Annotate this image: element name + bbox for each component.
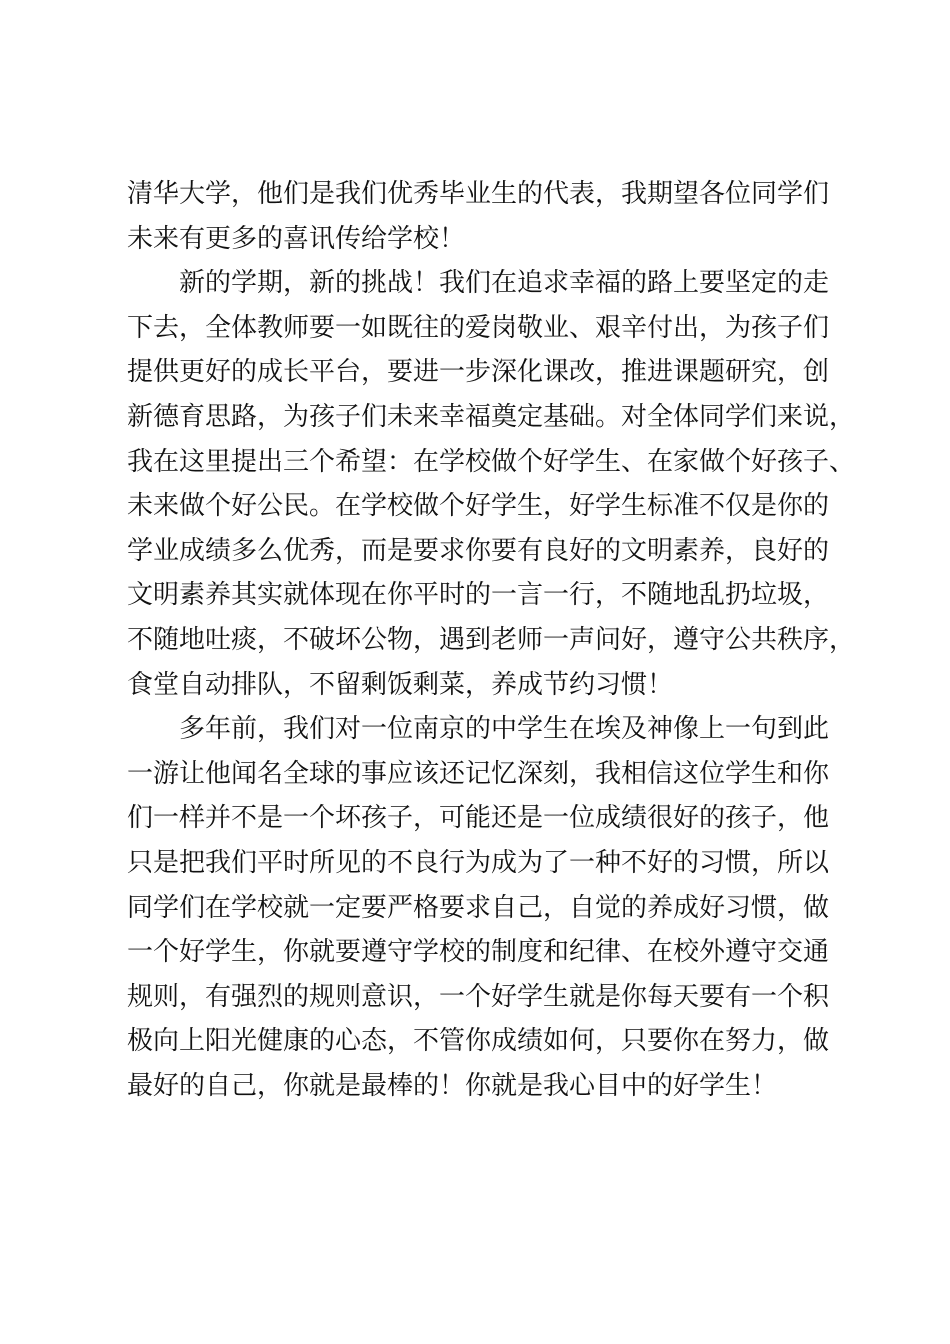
paragraph-2-line-3: 提供更好的成长平台，要进一步深化课改，推进课题研究，创 xyxy=(127,357,830,388)
paragraph-3-line-2: 一游让他闻名全球的事应该还记忆深刻，我相信这位学生和你 xyxy=(127,758,830,789)
paragraph-2-line-5: 我在这里提出三个希望：在学校做个好学生、在家做个好孩子、 xyxy=(127,446,856,477)
paragraph-3-line-6: 一个好学生，你就要遵守学校的制度和纪律、在校外遵守交通 xyxy=(127,937,830,968)
paragraph-2-line-4: 新德育思路，为孩子们未来幸福奠定基础。对全体同学们来说， xyxy=(127,401,856,432)
paragraph-2-line-10: 食堂自动排队，不留剩饭剩菜，养成节约习惯！ xyxy=(127,669,674,700)
paragraph-3-line-1: 多年前，我们对一位南京的中学生在埃及神像上一句到此 xyxy=(179,714,830,745)
paragraph-2-line-1: 新的学期，新的挑战！我们在追求幸福的路上要坚定的走 xyxy=(179,268,830,299)
paragraph-2-line-9: 不随地吐痰，不破坏公物，遇到老师一声问好，遵守公共秩序， xyxy=(127,624,856,655)
paragraph-3-line-4: 只是把我们平时所见的不良行为成为了一种不好的习惯，所以 xyxy=(127,847,830,878)
paragraph-2-line-6: 未来做个好公民。在学校做个好学生，好学生标准不仅是你的 xyxy=(127,491,830,522)
paragraph-3-line-3: 们一样并不是一个坏孩子，可能还是一位成绩很好的孩子，他 xyxy=(127,803,830,834)
paragraph-2-line-8: 文明素养其实就体现在你平时的一言一行，不随地乱扔垃圾， xyxy=(127,580,830,611)
paragraph-2-line-2: 下去，全体教师要一如既往的爱岗敬业、艰辛付出，为孩子们 xyxy=(127,312,830,343)
paragraph-1-line-1: 清华大学，他们是我们优秀毕业生的代表，我期望各位同学们 xyxy=(127,179,830,209)
paragraph-1-line-2: 未来有更多的喜讯传给学校！ xyxy=(127,223,466,254)
paragraph-3-line-5: 同学们在学校就一定要严格要求自己，自觉的养成好习惯，做 xyxy=(127,892,830,923)
paragraph-2-line-7: 学业成绩多么优秀，而是要求你要有良好的文明素养，良好的 xyxy=(127,535,830,566)
paragraph-3-line-7: 规则，有强烈的规则意识，一个好学生就是你每天要有一个积 xyxy=(127,981,830,1012)
paragraph-3-line-8: 极向上阳光健康的心态，不管你成绩如何，只要你在努力，做 xyxy=(127,1026,830,1057)
body-text xyxy=(127,172,857,1108)
paragraph-3-line-9: 最好的自己，你就是最棒的！你就是我心目中的好学生！ xyxy=(127,1070,778,1101)
